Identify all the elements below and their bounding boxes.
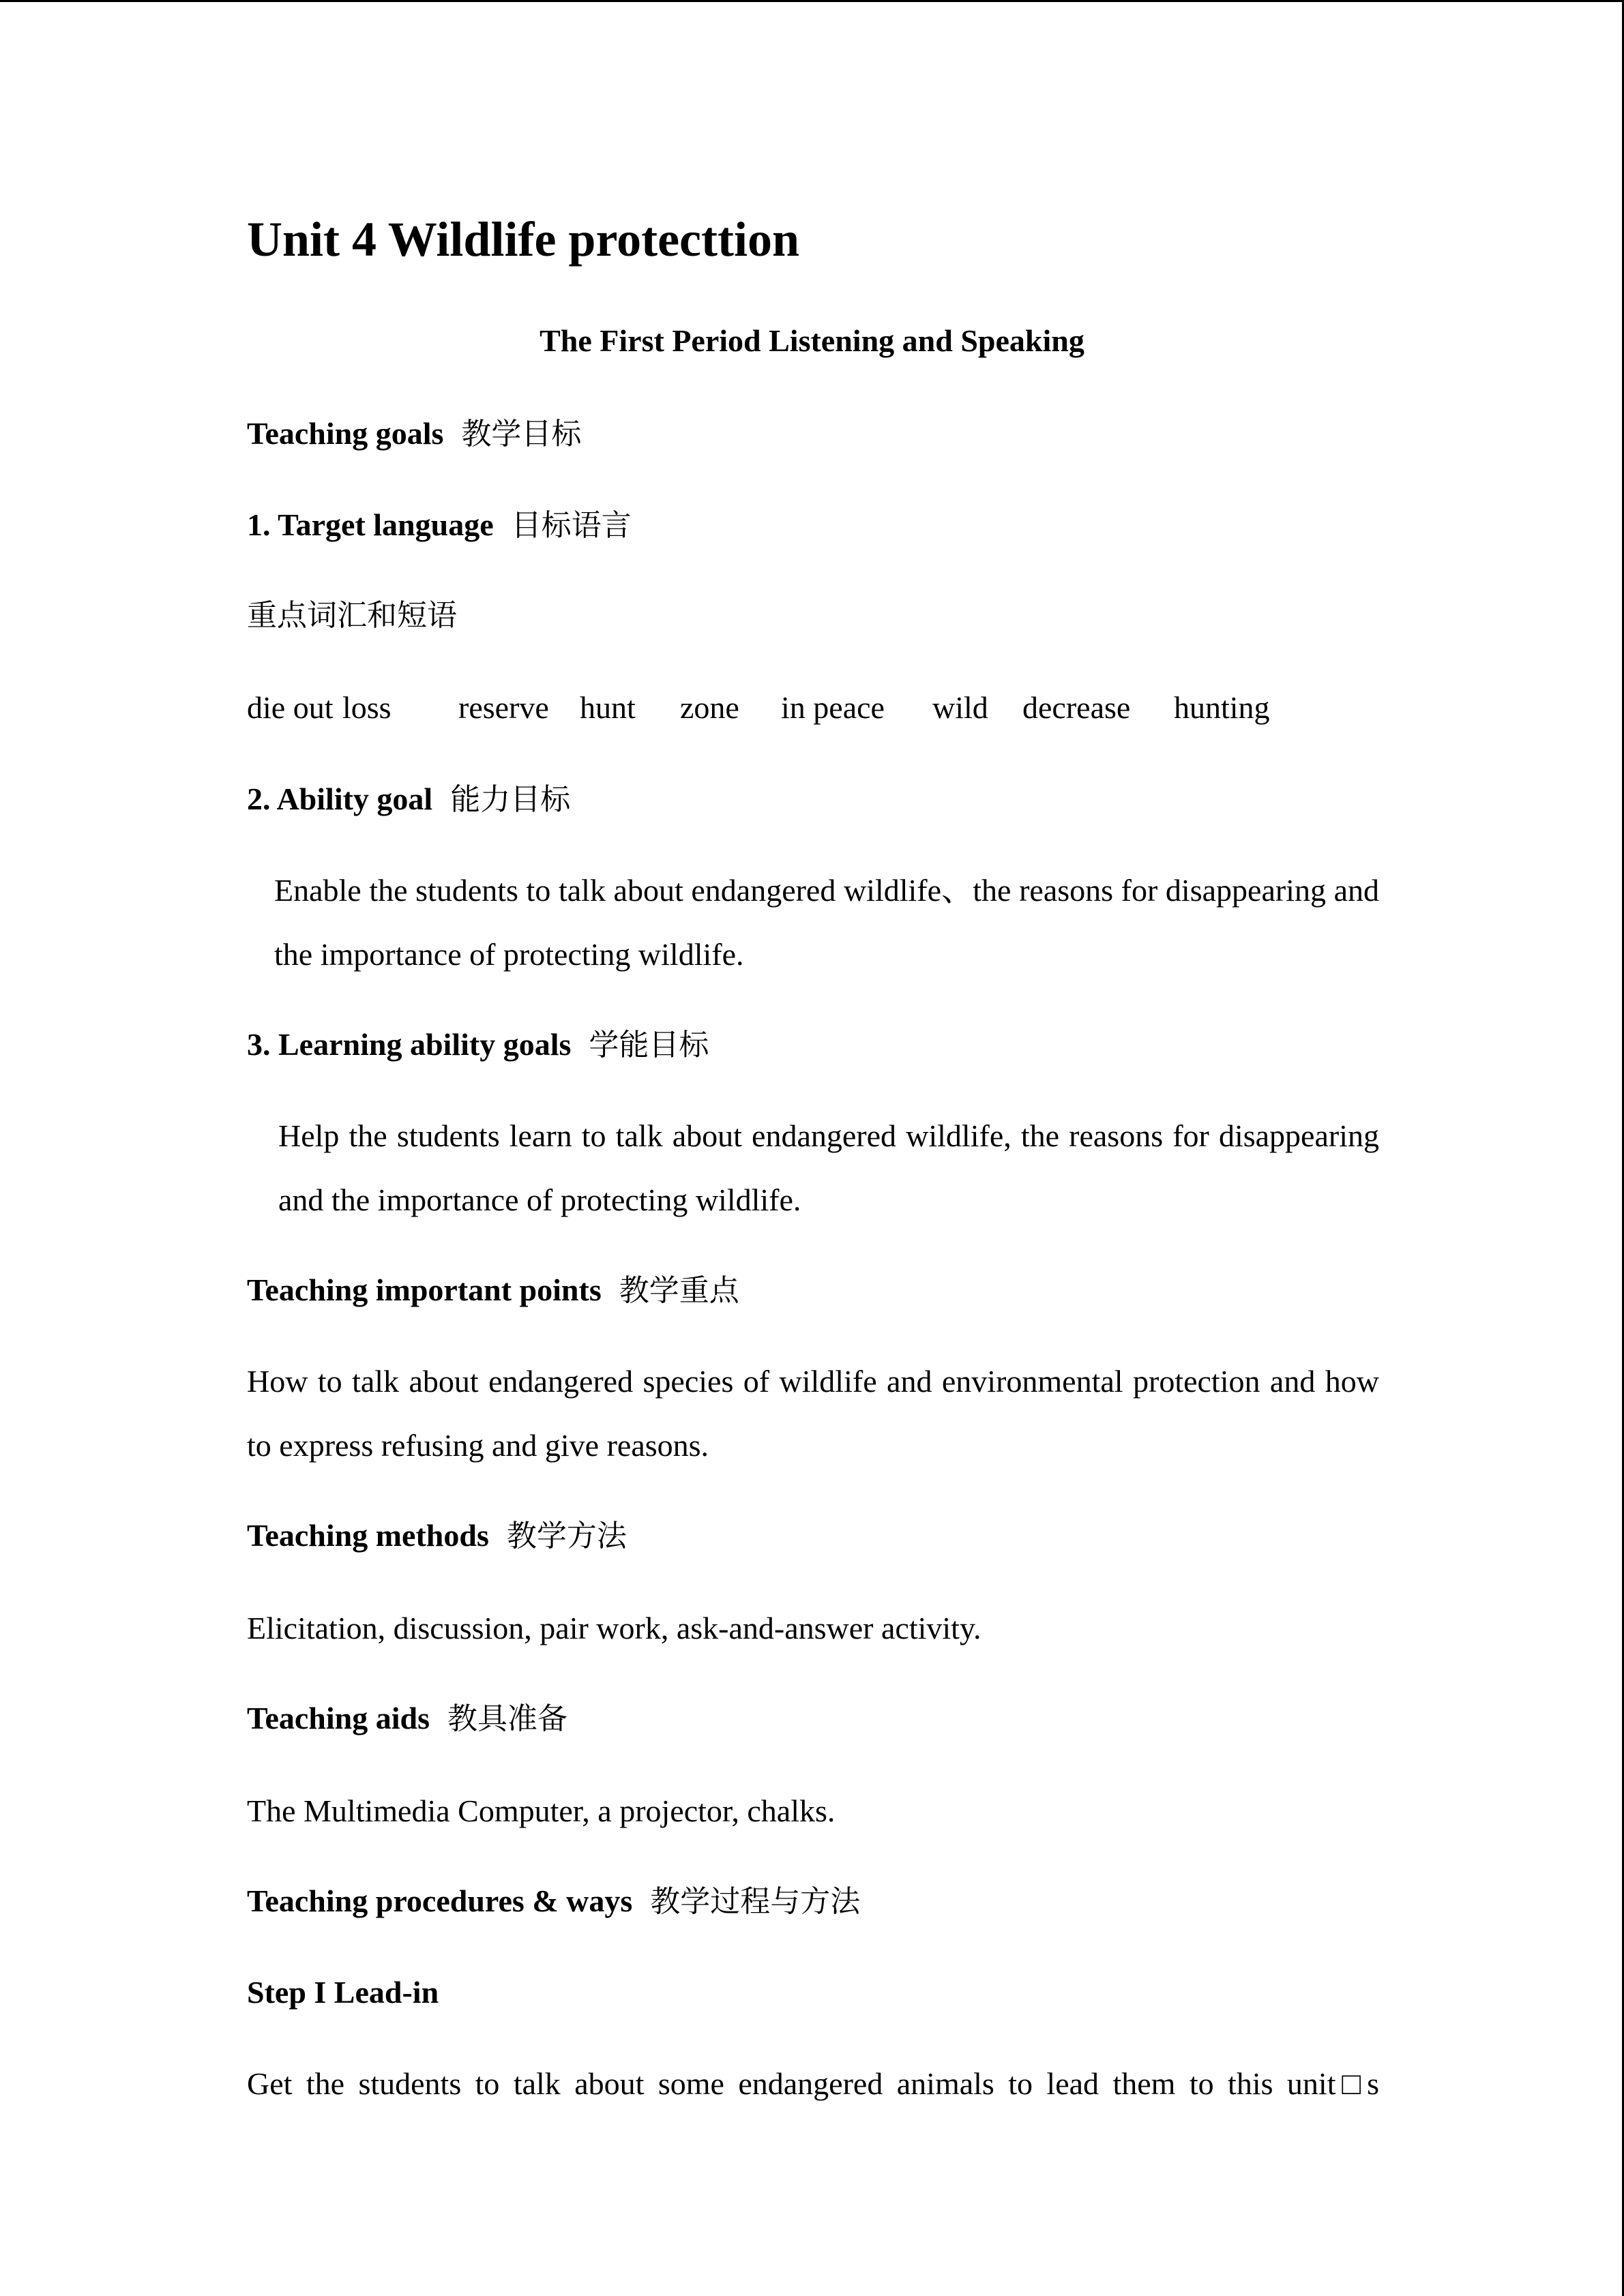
ability-goal-en: 2. Ability goal: [247, 781, 433, 816]
document-title: Unit 4 Wildlife protecttion: [247, 212, 799, 267]
learning-ability-text: Help the students learn to talk about endangered wildlife, the reasons for disappearing and the importance of protecting wildlife.: [278, 1118, 1379, 1217]
ability-goal-zh: 能力目标: [450, 782, 571, 817]
methods-zh: 教学方法: [506, 1519, 627, 1553]
procedures-en: Teaching procedures & ways: [247, 1883, 633, 1918]
teaching-goals-zh: 教学目标: [461, 417, 582, 451]
learning-ability-zh: 学能目标: [589, 1028, 709, 1062]
ability-goal-text: Enable the students to talk about endangered wildlife、the reasons for disappearing and the importance of protecting wildlife.: [274, 873, 1379, 972]
step1-text: Get the students to talk about some endangered animals to lead them to this unit□s: [247, 2066, 1379, 2101]
vocab-item: decrease: [1022, 690, 1131, 725]
important-points-heading: [247, 1274, 739, 1306]
procedures-zh: 教学过程与方法: [650, 1884, 861, 1919]
vocab-item: die out: [247, 690, 334, 725]
vocab-item: loss: [342, 690, 392, 725]
vocab-item: in peace: [781, 690, 885, 725]
period-subtitle: The First Period Listening and Speaking: [540, 323, 1084, 358]
methods-en: Teaching methods: [247, 1518, 489, 1553]
important-points-zh: 教学重点: [619, 1273, 739, 1308]
vocab-list: [247, 692, 1270, 724]
vocab-item: hunt: [580, 690, 636, 725]
target-language-zh: 目标语言: [511, 508, 632, 543]
key-vocab-label: 重点词汇和短语: [247, 598, 457, 633]
aids-en: Teaching aids: [247, 1701, 430, 1735]
vocab-item: zone: [680, 690, 739, 725]
vocab-item: reserve: [458, 690, 549, 725]
procedures-heading: [247, 1885, 860, 1917]
teaching-goals-heading: [247, 418, 581, 449]
aids-zh: 教具准备: [447, 1701, 568, 1736]
methods-text: Elicitation, discussion, pair work, ask-and-answer activity.: [247, 1611, 981, 1645]
teaching-goals-en: Teaching goals: [247, 416, 444, 451]
aids-text: The Multimedia Computer, a projector, chalks.: [247, 1793, 836, 1828]
target-language-en: 1. Target language: [247, 507, 494, 542]
step1-heading: Step I Lead-in: [247, 1975, 439, 2010]
learning-ability-en: 3. Learning ability goals: [247, 1027, 572, 1062]
vocab-item: wild: [932, 690, 988, 725]
important-points-en: Teaching important points: [247, 1272, 602, 1307]
learning-ability-heading: [247, 1029, 709, 1060]
target-language-heading: [247, 509, 632, 541]
vocab-item: hunting: [1174, 690, 1270, 725]
methods-heading: [247, 1520, 627, 1551]
aids-heading: [247, 1703, 567, 1734]
ability-goal-heading: [247, 781, 571, 817]
important-points-text: How to talk about endangered species of wildlife and environmental protection and how to express refusing and give reasons.: [247, 1364, 1379, 1463]
